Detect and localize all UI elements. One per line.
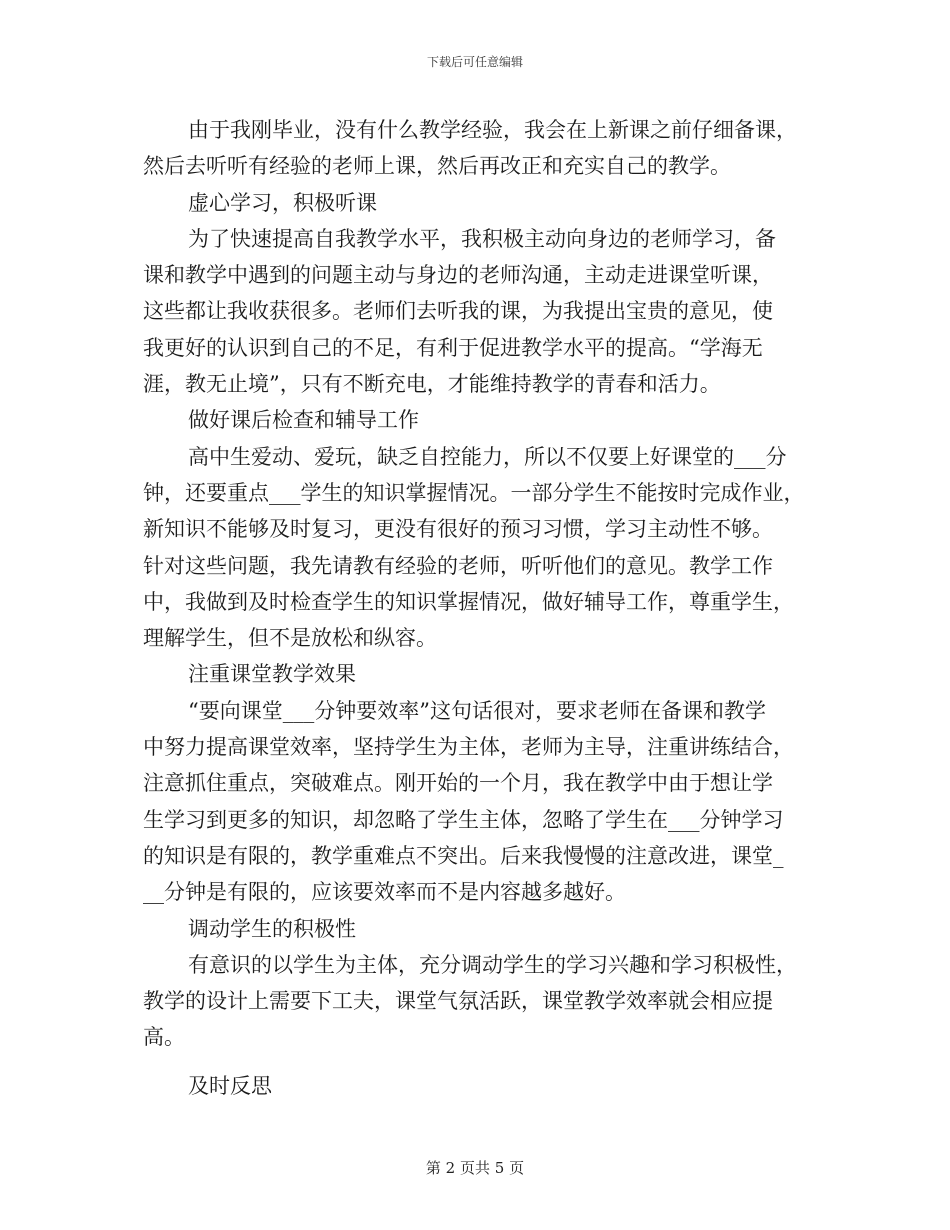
body-line: 生学习到更多的知识，却忽略了学生主体，忽略了学生在___分钟学习 [143,807,784,832]
page-footer: 第 2 页共 5 页 [425,1159,525,1177]
body-line: 中努力提高课堂效率，坚持学生为主体，老师为主导，注重讲练结合， [143,735,794,760]
section-heading: 调动学生的积极性 [188,916,356,941]
body-line: 针对这些问题，我先请教有经验的老师，听听他们的意见。教学工作 [143,553,773,578]
body-line: __分钟是有限的，应该要效率而不是内容越多越好。 [143,880,626,905]
body-line: 高。 [143,1025,185,1050]
body-line: 这些都让我收获很多。老师们去听我的课，为我提出宝贵的意见，使 [143,299,773,324]
body-line: 然后去听听有经验的老师上课，然后再改正和充实自己的教学。 [143,154,731,179]
page-header: 下载后可任意编辑 [426,55,523,69]
section-heading: 虚心学习，积极听课 [188,190,377,215]
body-line: 的知识是有限的，教学重难点不突出。后来我慢慢的注意改进，课堂_ [143,843,784,868]
body-line: 中，我做到及时检查学生的知识掌握情况，做好辅导工作，尊重学生， [143,589,794,614]
body-line: 注意抓住重点，突破难点。刚开始的一个月，我在教学中由于想让学 [143,771,773,796]
body-line: 我更好的认识到自己的不足，有利于促进教学水平的提高。“学海无 [143,335,763,360]
body-line: 有意识的以学生为主体，充分调动学生的学习兴趣和学习积极性， [188,952,797,977]
document-body [143,112,815,1104]
section-heading: 注重课堂教学效果 [188,662,356,687]
body-line: 理解学生，但不是放松和纵容。 [143,626,437,651]
paragraph-gap [143,1056,815,1068]
body-line: “要向课堂___分钟要效率”这句话很对，要求老师在备课和教学 [188,698,766,723]
section-heading: 做好课后检查和辅导工作 [188,408,419,433]
body-line: 新知识不能够及时复习，更没有很好的预习习惯，学习主动性不够。 [143,517,773,542]
body-line: 为了快速提高自我教学水平，我积极主动向身边的老师学习，备 [188,226,776,251]
body-line: 教学的设计上需要下工夫，课堂气氛活跃，课堂教学效率就会相应提 [143,989,773,1014]
body-line: 高中生爱动、爱玩，缺乏自控能力，所以不仅要上好课堂的___分 [188,444,787,469]
body-line: 钟，还要重点___学生的知识掌握情况。一部分学生不能按时完成作业， [143,480,805,505]
body-line: 由于我刚毕业，没有什么教学经验，我会在上新课之前仔细备课， [188,118,797,142]
section-heading: 及时反思 [188,1073,272,1098]
body-line: 涯，教无止境”，只有不断充电，才能维持教学的青春和活力。 [143,372,721,397]
body-line: 课和教学中遇到的问题主动与身边的老师沟通，主动走进课堂听课， [143,263,773,288]
